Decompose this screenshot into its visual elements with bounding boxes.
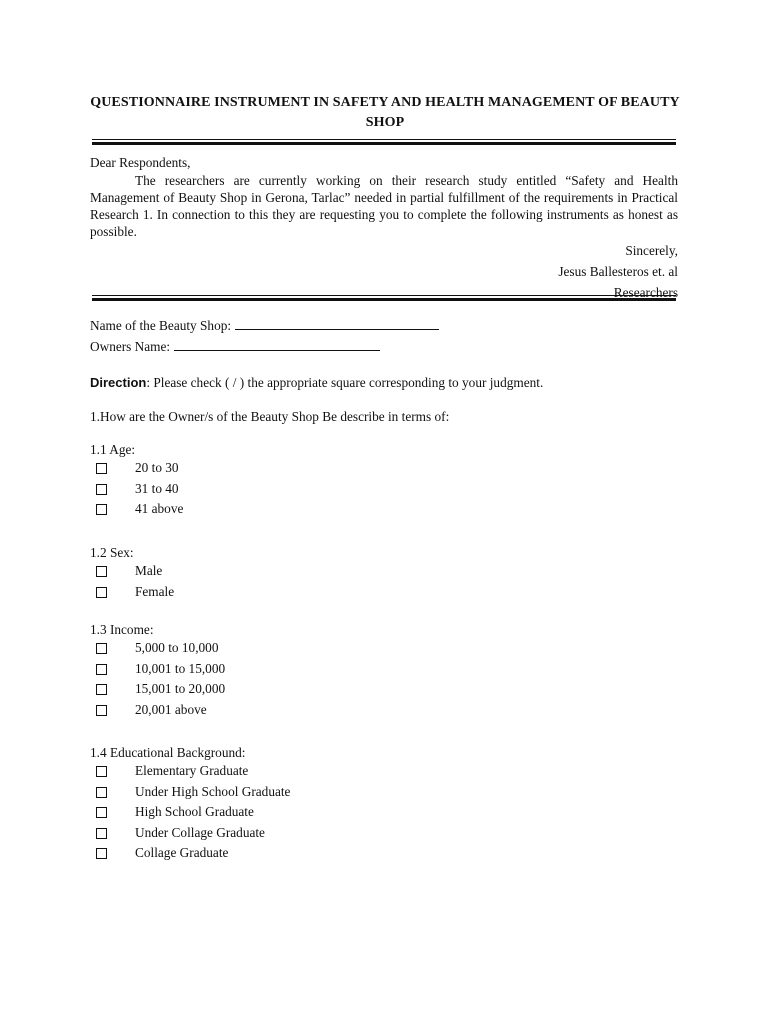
option-item bbox=[90, 679, 490, 700]
salutation: Dear Respondents, bbox=[90, 155, 191, 170]
checkbox[interactable] bbox=[96, 848, 107, 859]
option-label: Collage Graduate bbox=[135, 845, 229, 861]
checkbox[interactable] bbox=[96, 504, 107, 515]
option-item bbox=[90, 458, 490, 479]
option-label: Female bbox=[135, 583, 175, 599]
letter-body: The researchers are currently working on their research study entitled “Safety and Health Management of Beauty Shop in Gerona, Tarlac” needed in partial fulfillment of the requirements in Practical Research 1. In connection to this they are requesting you to complete the following instruments as honest as possible. bbox=[90, 173, 678, 239]
checkbox[interactable] bbox=[96, 484, 107, 495]
signature-block bbox=[90, 240, 678, 303]
checkbox[interactable] bbox=[96, 566, 107, 577]
section-sex bbox=[90, 544, 490, 602]
option-item bbox=[90, 582, 490, 603]
option-item bbox=[90, 479, 490, 500]
shop-name-label: Name of the Beauty Shop: bbox=[90, 318, 232, 333]
checkbox[interactable] bbox=[96, 587, 107, 598]
checkbox[interactable] bbox=[96, 463, 107, 474]
option-label: Male bbox=[135, 563, 163, 578]
letter-divider bbox=[92, 295, 676, 301]
section-age bbox=[90, 441, 490, 520]
option-item bbox=[90, 823, 490, 844]
owner-name-label: Owners Name: bbox=[90, 339, 171, 354]
option-label: Elementary Graduate bbox=[135, 763, 249, 778]
section-label: 1.2 Sex: bbox=[90, 545, 134, 560]
checkbox[interactable] bbox=[96, 787, 107, 798]
checkbox[interactable] bbox=[96, 807, 107, 818]
title-divider bbox=[92, 139, 676, 145]
option-label: 20,001 above bbox=[135, 701, 207, 717]
direction-instructions: : Please check ( / ) the appropriate square corresponding to your judgment. bbox=[146, 375, 544, 390]
question-1: 1.How are the Owner/s of the Beauty Shop Be describe in terms of: bbox=[90, 409, 450, 424]
option-label: 31 to 40 bbox=[135, 480, 179, 496]
signatory: Jesus Ballesteros et. al bbox=[558, 264, 678, 279]
option-item bbox=[90, 843, 490, 864]
option-item bbox=[90, 802, 490, 823]
closing: Sincerely, bbox=[625, 243, 678, 258]
section-label: 1.1 Age: bbox=[90, 442, 136, 457]
checkbox[interactable] bbox=[96, 664, 107, 675]
cover-letter bbox=[90, 154, 678, 303]
option-item bbox=[90, 499, 490, 520]
option-item bbox=[90, 782, 490, 803]
option-item bbox=[90, 561, 490, 582]
option-item bbox=[90, 659, 490, 680]
owner-name-input-line[interactable] bbox=[174, 338, 380, 351]
direction-label: Direction bbox=[90, 375, 147, 390]
option-item bbox=[90, 638, 490, 659]
section-label: 1.4 Educational Background: bbox=[90, 745, 246, 760]
shop-name-field bbox=[90, 317, 439, 334]
option-item bbox=[90, 700, 490, 721]
section-income bbox=[90, 621, 490, 720]
option-label: Under Collage Graduate bbox=[135, 824, 265, 840]
shop-name-input-line[interactable] bbox=[235, 317, 439, 330]
owner-name-field bbox=[90, 338, 380, 355]
direction-text bbox=[90, 374, 543, 391]
option-label: 5,000 to 10,000 bbox=[135, 640, 219, 655]
option-label: High School Graduate bbox=[135, 804, 254, 820]
option-label: 41 above bbox=[135, 501, 184, 517]
option-label: Under High School Graduate bbox=[135, 783, 291, 799]
option-label: 10,001 to 15,000 bbox=[135, 660, 226, 676]
checkbox[interactable] bbox=[96, 828, 107, 839]
section-label: 1.3 Income: bbox=[90, 622, 154, 637]
signatory-role: Researchers bbox=[613, 285, 678, 300]
option-label: 15,001 to 20,000 bbox=[135, 681, 226, 697]
option-item bbox=[90, 761, 490, 782]
option-label: 20 to 30 bbox=[135, 460, 179, 475]
checkbox[interactable] bbox=[96, 766, 107, 777]
section-education bbox=[90, 744, 490, 864]
checkbox[interactable] bbox=[96, 705, 107, 716]
checkbox[interactable] bbox=[96, 684, 107, 695]
document-title: QUESTIONNAIRE INSTRUMENT IN SAFETY AND HEALTH MANAGEMENT OF BEAUTY SHOP bbox=[90, 95, 680, 130]
checkbox[interactable] bbox=[96, 643, 107, 654]
